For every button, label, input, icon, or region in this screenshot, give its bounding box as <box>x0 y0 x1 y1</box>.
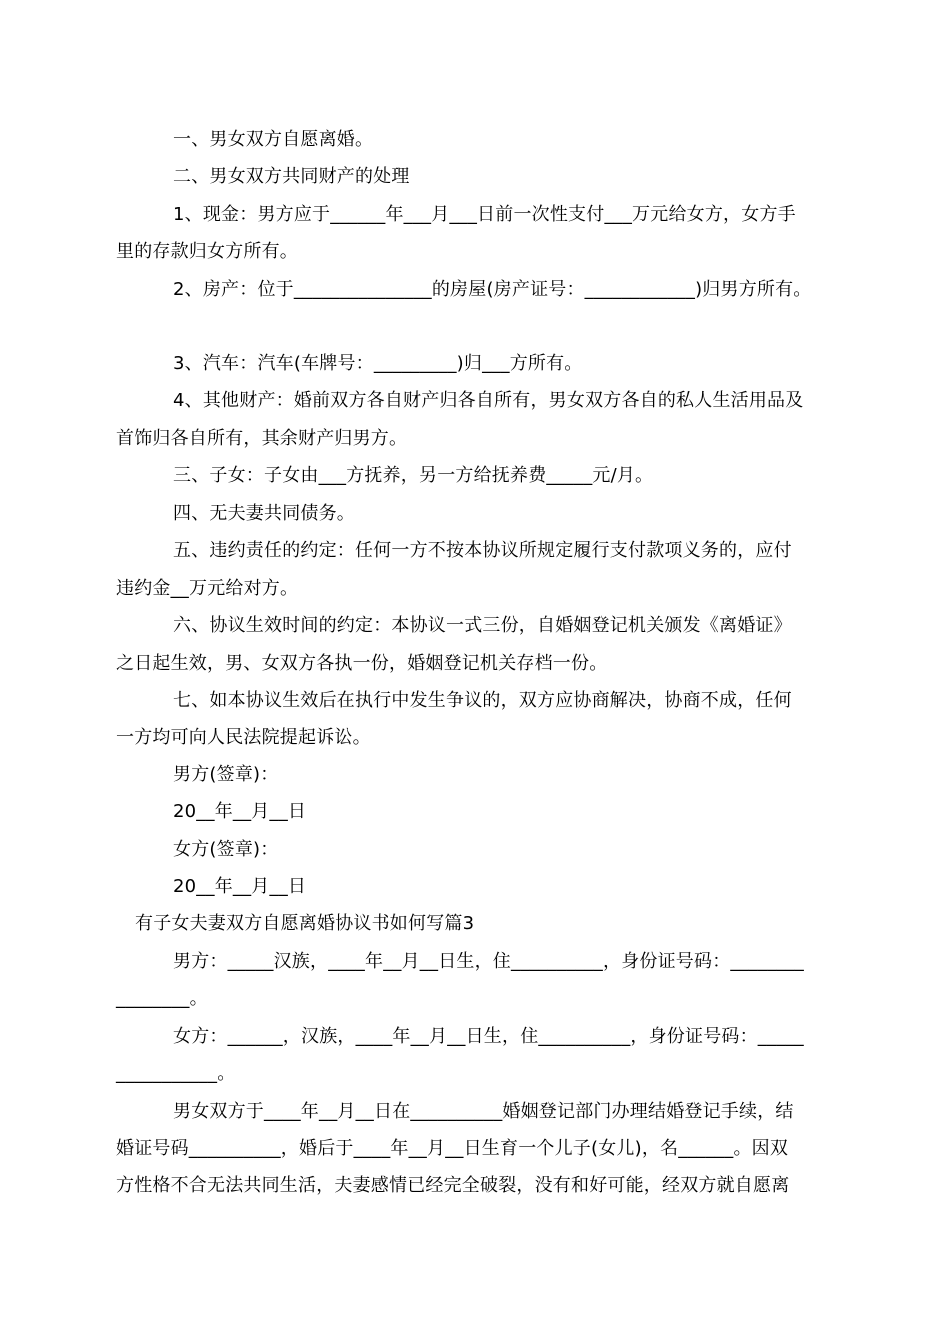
female-party-info: 女方：______，汉族，____年__月__日生，住__________，身份证号码：_____ <box>173 1026 804 1047</box>
clause-2-cash: 1、现金：男方应于______年___月___日前一次性支付___万元给女方，女方手 <box>173 204 796 225</box>
male-party-info: 男方：_____汉族，____年__月__日生，住__________，身份证号码：________ <box>173 951 804 972</box>
clause-2-heading: 二、男女双方共同财产的处理 <box>173 166 410 187</box>
clause-5-liability-cont: 违约金__万元给对方。 <box>116 578 299 599</box>
clause-4-debt: 四、无夫妻共同债务。 <box>173 503 355 524</box>
female-party-info-cont: ___________。 <box>116 1063 236 1084</box>
male-party-info-cont: ________。 <box>116 988 208 1009</box>
female-signature-label: 女方(签章)： <box>173 839 279 860</box>
marriage-paragraph-line-3: 方性格不合无法共同生活，夫妻感情已经完全破裂，没有和好可能，经双方就自愿离 <box>116 1175 790 1196</box>
clause-5-liability: 五、违约责任的约定：任何一方不按本协议所规定履行支付款项义务的，应付 <box>173 540 792 561</box>
section-heading: 有子女夫妻双方自愿离婚协议书如何写篇3 <box>135 913 475 934</box>
clause-2-house: 2、房产：位于_______________的房屋(房产证号：____________)归男方所有。 <box>173 279 812 300</box>
clause-2-car: 3、汽车：汽车(车牌号：_________)归___方所有。 <box>173 353 583 374</box>
clause-1: 一、男女双方自愿离婚。 <box>173 129 374 150</box>
marriage-paragraph-line-2: 婚证号码__________，婚后于____年__月__日生育一个儿子(女儿)，名______。因双 <box>116 1138 789 1159</box>
male-signature-label: 男方(签章)： <box>173 764 279 785</box>
male-signature-date: 20__年__月__日 <box>173 801 307 822</box>
clause-3-children: 三、子女：子女由___方抚养，另一方给抚养费_____元/月。 <box>173 465 654 486</box>
clause-6-effective: 六、协议生效时间的约定：本协议一式三份，自婚姻登记机关颁发《离婚证》 <box>173 615 792 636</box>
marriage-paragraph-line-1: 男女双方于____年__月__日在__________婚姻登记部门办理结婚登记手续，结 <box>173 1101 794 1122</box>
clause-6-effective-cont: 之日起生效，男、女双方各执一份，婚姻登记机关存档一份。 <box>116 653 608 674</box>
clause-2-other: 4、其他财产：婚前双方各自财产归各自所有，男女双方各自的私人生活用品及 <box>173 390 804 411</box>
clause-7-dispute: 七、如本协议生效后在执行中发生争议的，双方应协商解决，协商不成，任何 <box>173 690 792 711</box>
clause-2-other-cont: 首饰归各自所有，其余财产归男方。 <box>116 428 408 449</box>
female-signature-date: 20__年__月__日 <box>173 876 307 897</box>
clause-7-dispute-cont: 一方均可向人民法院提起诉讼。 <box>116 727 371 748</box>
clause-2-cash-cont: 里的存款归女方所有。 <box>116 241 298 262</box>
